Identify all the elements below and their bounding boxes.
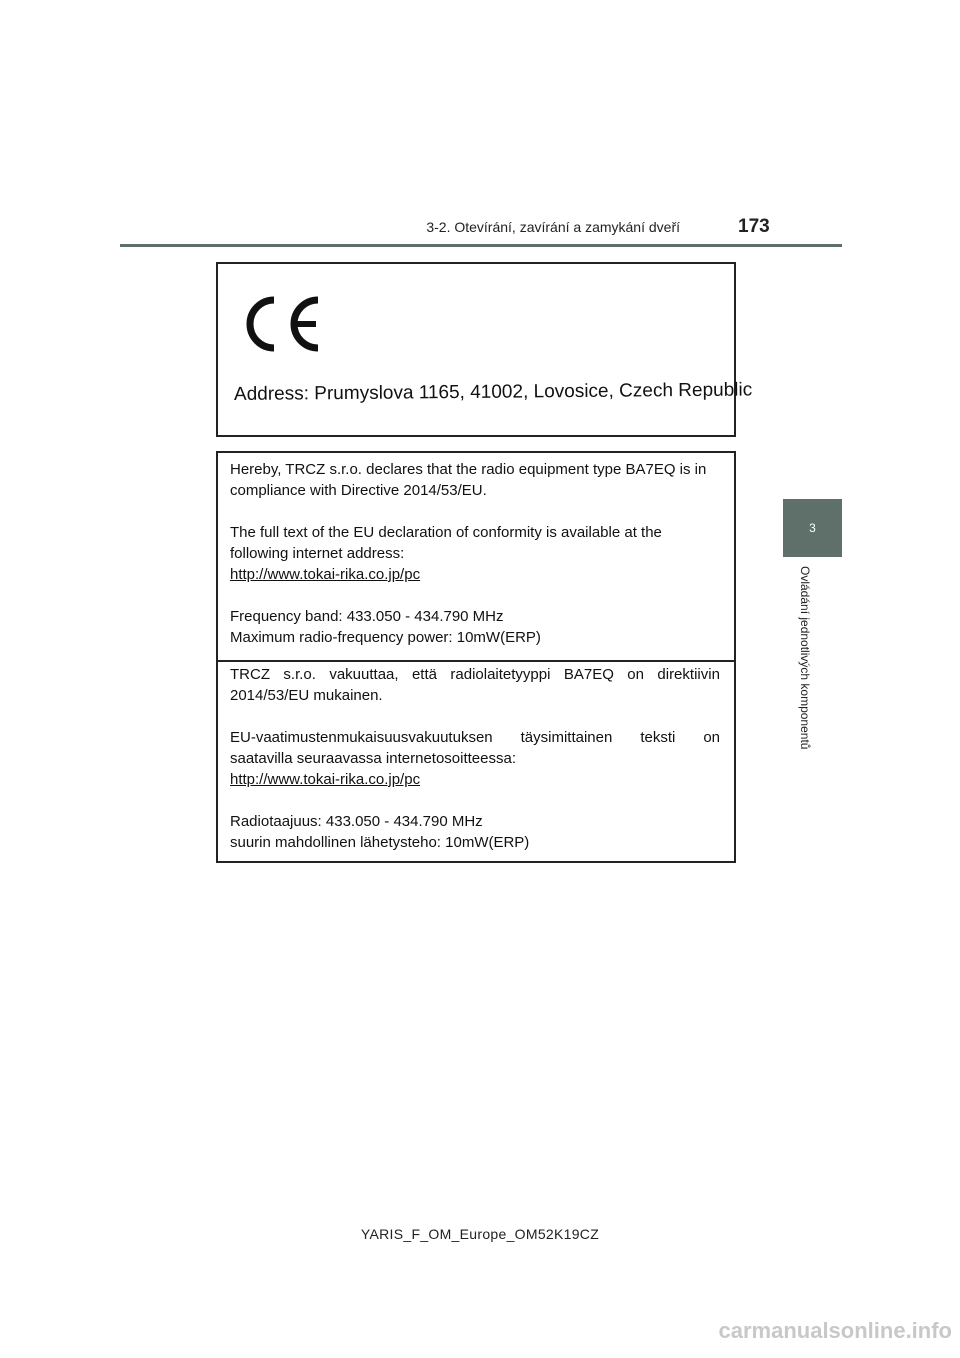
word: EU-vaatimustenmukaisuusvakuutuksen: [230, 729, 493, 746]
watermark: carmanualsonline.info: [718, 1318, 952, 1343]
manufacturer-address: Address: Prumyslova 1165, 41002, Lovosice, Czech Republic: [233, 379, 753, 405]
declaration-finnish: [230, 664, 720, 853]
word: on: [703, 729, 720, 746]
declaration-en-line2: compliance with Directive 2014/53/EU.: [230, 482, 487, 499]
word: radiolaitetyyppi: [450, 666, 551, 683]
word: täysimittainen: [520, 729, 613, 746]
declaration-fi-line1: [230, 664, 720, 685]
declaration-en-line4: following internet address:: [230, 545, 405, 562]
declaration-fi-line2: 2014/53/EU mukainen.: [230, 687, 383, 704]
declaration-fi-line3: [230, 727, 720, 748]
word: vakuuttaa,: [329, 666, 399, 683]
declaration-en-line3: The full text of the EU declaration of conformity is available at the: [230, 524, 662, 541]
word: TRCZ: [230, 666, 270, 683]
header-rule: [120, 244, 842, 247]
declaration-fi-power: suurin mahdollinen lähetysteho: 10mW(ERP): [230, 834, 530, 851]
word: teksti: [640, 729, 676, 746]
declaration-fi-frequency: Radiotaajuus: 433.050 - 434.790 MHz: [230, 813, 483, 830]
declaration-en-power: Maximum radio-frequency power: 10mW(ERP): [230, 629, 541, 646]
chapter-caption: Ovládání jednotlivých komponentů: [798, 566, 812, 750]
word: että: [411, 666, 437, 683]
ce-label-box: [216, 262, 753, 437]
declaration-fi-line4: saatavilla seuraavassa internetosoitteessa:: [230, 750, 516, 767]
word: s.r.o.: [283, 666, 316, 683]
word: direktiivin: [657, 666, 720, 683]
page-number: 173: [738, 216, 770, 237]
word: on: [627, 666, 644, 683]
declaration-box: [216, 451, 736, 863]
document-code: YARIS_F_OM_Europe_OM52K19CZ: [360, 1226, 600, 1242]
ce-mark-icon: [244, 294, 324, 354]
chapter-tab: [783, 499, 842, 557]
declaration-en-line1: Hereby, TRCZ s.r.o. declares that the radio equipment type BA7EQ is in: [230, 461, 707, 478]
section-divider: [218, 660, 734, 662]
declaration-fi-url: http://www.tokai-rika.co.jp/pc: [230, 771, 421, 788]
word: BA7EQ: [563, 666, 614, 683]
declaration-en-url: http://www.tokai-rika.co.jp/pc: [230, 566, 421, 583]
declaration-english: [230, 459, 720, 648]
running-header-title: 3-2. Otevírání, zavírání a zamykání dveří: [426, 219, 680, 235]
declaration-en-frequency: Frequency band: 433.050 - 434.790 MHz: [230, 608, 504, 625]
chapter-tab-number: 3: [809, 521, 816, 535]
